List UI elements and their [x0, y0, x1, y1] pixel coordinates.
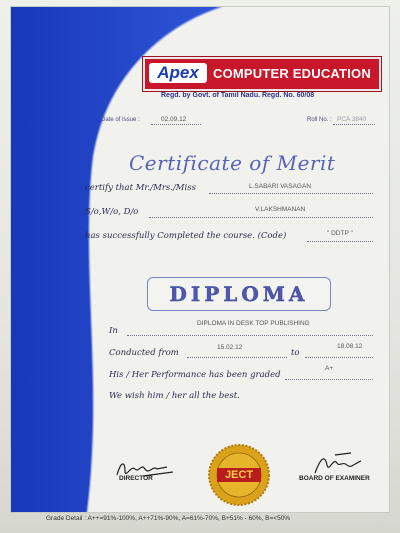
apex-logo: Apex: [149, 63, 207, 83]
parent-name-line: [149, 217, 373, 218]
wish-text: We wish him / her all the best.: [109, 391, 240, 401]
course-label: has successfully Completed the course. (Code): [85, 231, 287, 241]
certify-label: certify that Mr./Mrs./Miss: [85, 183, 196, 193]
to-date: 18.08.12: [337, 343, 363, 350]
institute-name: COMPUTER EDUCATION: [213, 66, 371, 81]
roll-number-value: PCA 3840: [337, 116, 367, 123]
to-date-line: [305, 357, 373, 358]
director-title: DIRECTOR: [119, 475, 153, 482]
issue-date-label: Date of Issue :: [101, 117, 140, 123]
institute-banner: [143, 57, 381, 91]
seal-text: JECT: [224, 469, 254, 481]
examiner-signature: [311, 451, 371, 477]
graded-label: His / Her Performance has been graded: [109, 370, 281, 380]
issue-date-value: 02.09.12: [161, 116, 187, 123]
examiner-title: BOARD OF EXAMINER: [299, 475, 370, 482]
grade-line: [285, 379, 373, 380]
diploma-heading: DIPLOMA: [169, 282, 309, 306]
roll-number-line: [333, 124, 375, 125]
from-date: 15.02.12: [217, 344, 243, 351]
parent-name: V.LAKSHMANAN: [255, 206, 306, 213]
grade-value: A+: [325, 365, 334, 372]
roll-number-label: Roll No. :: [307, 117, 332, 123]
registration-line: Regd. by Govt. of Tamil Nadu. Regd. No. 60/08: [161, 92, 315, 99]
parent-label: S/o,W/o, D/o: [85, 207, 139, 217]
student-name-line: [209, 193, 373, 194]
in-label: In: [109, 326, 118, 336]
to-label: to: [291, 348, 300, 358]
certificate-sheet: [10, 6, 390, 513]
grade-detail-footer: Grade Detail : A++=91%-100%, A++71%-90%, A=61%-70%, B+51% - 60%, B=<50%: [46, 515, 291, 522]
course-name: DIPLOMA IN DESK TOP PUBLISHING: [197, 320, 310, 327]
diploma-heading-box: [147, 277, 331, 311]
from-date-line: [187, 357, 287, 358]
course-code-line: [307, 241, 373, 242]
certificate-title: Certificate of Merit: [129, 151, 336, 175]
course-code: " DDTP ": [327, 230, 353, 237]
conducted-label: Conducted from: [109, 348, 179, 358]
student-name: L.SABARI VASAGAN: [249, 183, 312, 190]
issue-date-line: [151, 124, 201, 125]
course-name-line: [127, 335, 373, 336]
